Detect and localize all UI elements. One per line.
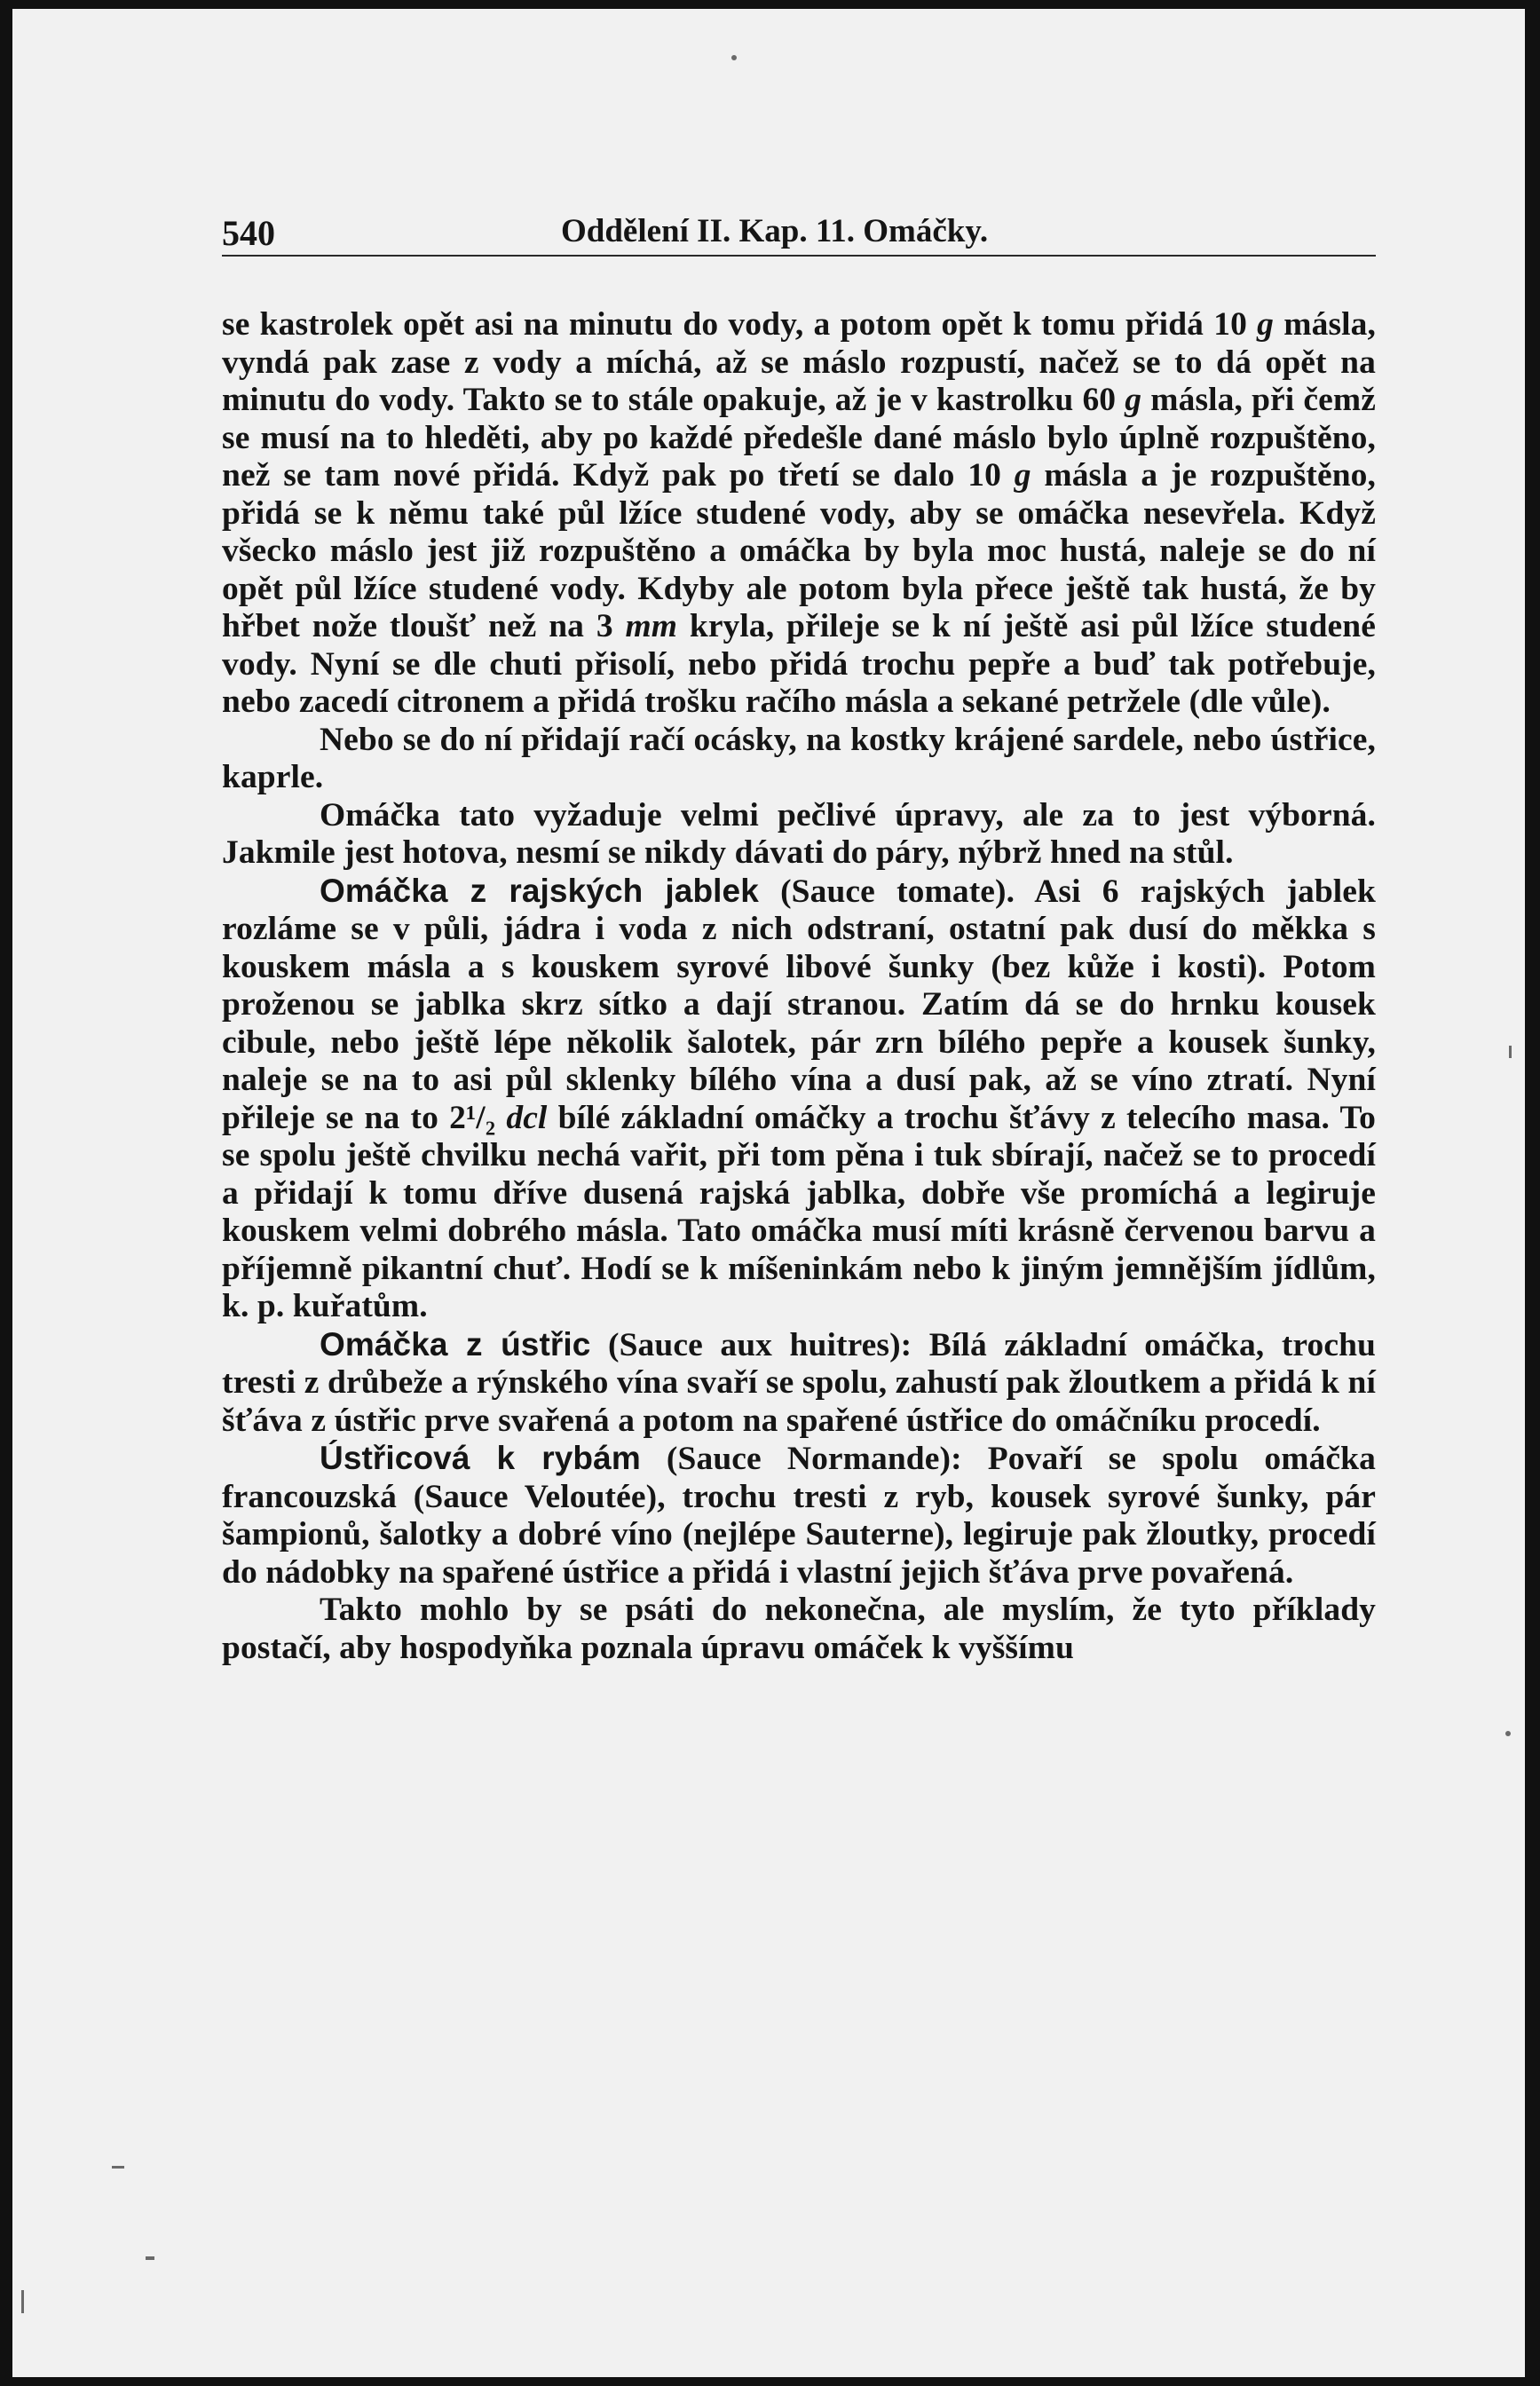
paragraph-closing: Takto mohlo by se psáti do nekonečna, ale myslím, že tyto příklady postačí, aby hospodyňka poznala úpravu omáček k vyššímu <box>222 1592 1376 1666</box>
book-page <box>12 9 1525 2377</box>
recipe-heading: Omáčka z ústřic <box>320 1325 591 1363</box>
page-number: 540 <box>222 213 275 253</box>
recipe-oyster-fish-sauce: Ústřicová k rybám (Sauce Normande): Povaří se spolu omáčka francouzská (Sauce Veloutée), trochu tresti z ryb, kousek syrové šunky, pár šampionů, šalotky a dobré víno (nejlépe Sauterne), legiruje pak žloutky, procedí do nádobky na spařené ústřice a přidá i vlastní jejich šťáva prve povařená. <box>222 1440 1376 1591</box>
recipe-tomato-sauce: Omáčka z rajských jablek (Sauce tomate). Asi 6 rajských jablek rozláme se v půli, jádra i voda z nich odstraní, ostatní pak dusí do měkka s kouskem másla a s kouskem syrové libové šunky (bez kůže i kosti). Potom proženou se jablka skrz sítko a dají stranou. Zatím dá se do hrnku kousek cibule, nebo ještě lépe několik šalotek, pár zrn bílého pepře a kousek šunky, naleje se na to asi půl sklenky bílého vína a dusí pak, až se víno ztratí. Nyní přileje se na to 2¹/₂ dcl bílé základní omáčky a trochu šťávy z telecího masa. To se spolu ještě chvilku nechá vařit, při tom pěna i tuk sbírají, načež se to procedí a přidají k tomu dříve dusená rajská jablka, dobře vše promíchá a legiruje kouskem velmi dobrého másla. Tato omáčka musí míti krásně červenou barvu a příjemně pikantní chuť. Hodí se k míšeninkám nebo k jiným jemnějším jídlům, k. p. kuřatům. <box>222 872 1376 1324</box>
paragraph-3: Omáčka tato vyžaduje velmi pečlivé úpravy, ale za to jest výborná. Jakmile jest hotova, nesmí se nikdy dávati do páry, nýbrž hned na stůl. <box>222 796 1376 871</box>
recipe-oyster-sauce: Omáčka z ústřic (Sauce aux huitres): Bílá základní omáčka, trochu tresti z drůbeže a rýnského vína svaří se spolu, zahustí pak žloutkem a přidá k ní šťáva z ústřic prve svařená a potom na spařené ústřice do omáčníku procedí. <box>222 1325 1376 1439</box>
running-title: Oddělení II. Kap. 11. Omáčky. <box>561 213 989 249</box>
body-text <box>222 306 1376 1667</box>
page-header <box>222 209 1376 257</box>
paragraph-2: Nebo se do ní přidají račí ocásky, na kostky krájené sardele, nebo ústřice, kaprle. <box>222 721 1376 795</box>
recipe-heading: Ústřicová k rybám <box>320 1440 641 1476</box>
recipe-heading: Omáčka z rajských jablek <box>320 872 759 909</box>
paragraph-1: se kastrolek opět asi na minutu do vody, a potom opět k tomu přidá 10 g másla, vyndá pak zase z vody a míchá, až se máslo rozpustí, načež se to dá opět na minutu do vody. Takto se to stále opakuje, až je v kastrolku 60 g másla, při čemž se musí na to hleděti, aby po každé předešle dané máslo bylo úplně rozpuštěno, než se tam nové přidá. Když pak po třetí se dalo 10 g másla a je rozpuštěno, přidá se k němu také půl lžíce studené vody, aby se omáčka nesevřela. Když všecko máslo jest již rozpuštěno a omáčka by byla moc hustá, naleje se do ní opět půl lžíce studené vody. Kdyby ale potom byla přece ještě tak hustá, že by hřbet nože tloušť než na 3 mm kryla, přileje se k ní ještě asi půl lžíce studené vody. Nyní se dle chuti přisolí, nebo přidá trochu pepře a buď tak potřebuje, nebo zacedí citronem a přidá trošku račího másla a sekané petržele (dle vůle). <box>222 306 1376 720</box>
